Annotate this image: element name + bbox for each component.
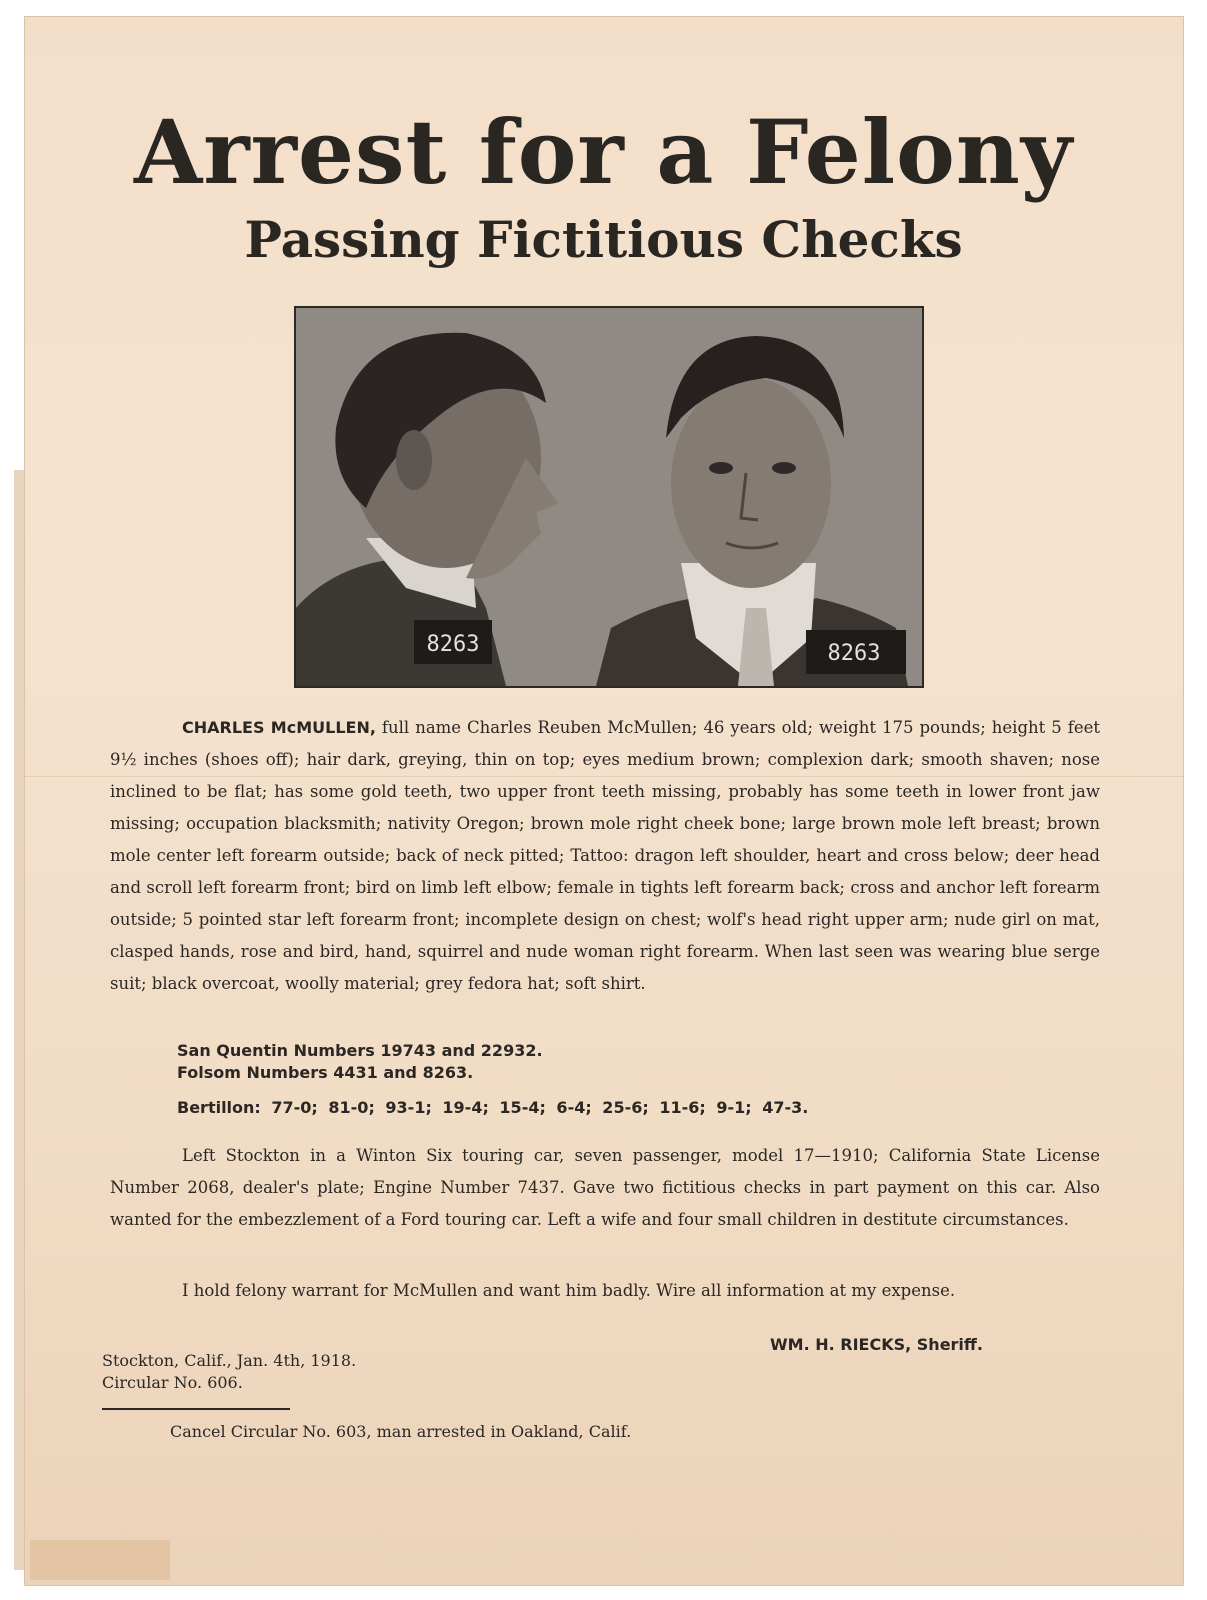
- poster-subtitle: Passing Fictitious Checks: [244, 210, 963, 269]
- folsom-numbers: Folsom Numbers 4431 and 8263.: [177, 1063, 474, 1082]
- profile-placard-number: 8263: [426, 632, 480, 657]
- prison-numbers: [177, 1040, 543, 1084]
- sheriff-signature: WM. H. RIECKS, Sheriff.: [770, 1335, 983, 1354]
- san-quentin-numbers: San Quentin Numbers 19743 and 22932.: [177, 1041, 543, 1060]
- vehicle-paragraph: Left Stockton in a Winton Six touring car, seven passenger, model 17—1910; California State License Number 2068, dealer's plate; Engine Number 7437. Gave two fictitious checks in part payment on this car. Also wanted for the embezzlement of a Ford touring car. Left a wife and four small children in destitute circumstances.: [110, 1146, 1100, 1229]
- paper-stain: [30, 1540, 170, 1580]
- description-paragraph: [110, 712, 1100, 1000]
- description-text: full name Charles Reuben McMullen; 46 years old; weight 175 pounds; height 5 feet 9½ inches (shoes off); hair dark, greying, thin on top; eyes medium brown; complexion dark; smooth shaven; nose inclined to be flat; has some gold teeth, two upper front teeth missing, probably has some teeth in lower front jaw missing; occupation blacksmith; nativity Oregon; brown mole right cheek bone; large brown mole left breast; brown mole center left forearm outside; back of neck pitted; Tattoo: dragon left shoulder, heart and cross below; deer head and scroll left forearm front; bird on limb left elbow; female in tights left forearm back; cross and anchor left forearm outside; 5 pointed star left forearm front; incomplete design on chest; wolf's head right upper arm; nude girl on mat, clasped hands, rose and bird, hand, squirrel and nude woman right forearm. When last seen was wearing blue serge suit; black overcoat, woolly material; grey fedora hat; soft shirt.: [110, 718, 1101, 993]
- suspect-name: CHARLES McMULLEN,: [182, 718, 376, 737]
- mugshot-photo: [294, 306, 924, 688]
- dateline: Stockton, Calif., Jan. 4th, 1918.: [102, 1351, 357, 1370]
- front-placard-number: 8263: [827, 641, 881, 666]
- dateline-block: [102, 1350, 356, 1394]
- circular-number: Circular No. 606.: [102, 1373, 243, 1392]
- divider-rule: [102, 1408, 290, 1410]
- cancel-note: Cancel Circular No. 603, man arrested in Oakland, Calif.: [170, 1422, 632, 1441]
- bertillon-measurements: Bertillon: 77-0; 81-0; 93-1; 19-4; 15-4; 6-4; 25-6; 11-6; 9-1; 47-3.: [177, 1098, 809, 1117]
- warrant-paragraph: I hold felony warrant for McMullen and want him badly. Wire all information at my expense.: [182, 1281, 956, 1300]
- mugshot-illustration: [296, 308, 922, 686]
- poster-title: Arrest for a Felony: [134, 100, 1073, 204]
